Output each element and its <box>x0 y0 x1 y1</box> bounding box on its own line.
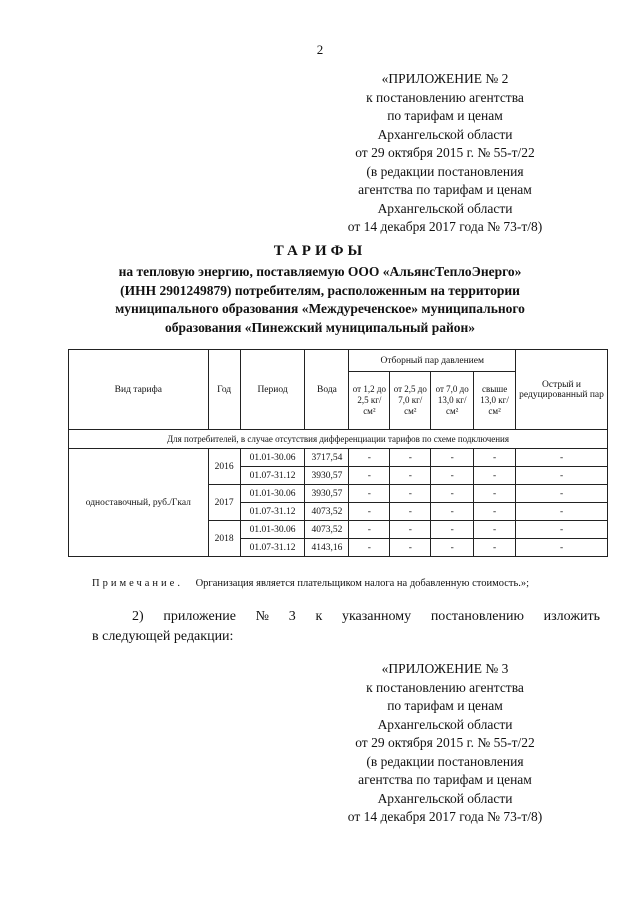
steam-cell: - <box>390 467 431 485</box>
steam-cell: - <box>431 449 474 467</box>
year-cell: 2016 <box>208 449 240 485</box>
appendix-3-line: от 29 октября 2015 г. № 55-т/22 <box>355 735 535 750</box>
sharp-steam-cell: - <box>516 485 608 503</box>
steam-cell: - <box>431 503 474 521</box>
paragraph-word: 2) <box>132 609 144 624</box>
appendix-3-line: от 14 декабря 2017 года № 73-т/8) <box>347 809 543 824</box>
paragraph-word: указанному <box>341 609 412 624</box>
header-steam-group: Отборный пар давлением <box>349 350 516 372</box>
appendix-2-line: Архангельской области <box>377 200 513 216</box>
document-title: ТАРИФЫ <box>273 243 367 259</box>
appendix-3-line: (в редакции постановления <box>366 753 524 769</box>
water-cell: 4073,52 <box>305 503 349 521</box>
sharp-steam-cell: - <box>516 539 608 557</box>
steam-cell: - <box>390 485 431 503</box>
header-sharp-steam: Острый и редуцированный пар <box>516 350 608 430</box>
header-tariff-type: Вид тарифа <box>69 350 209 430</box>
appendix-2-line: Архангельской области <box>377 126 513 142</box>
steam-cell: - <box>474 521 516 539</box>
appendix-2-line: к постановлению агентства <box>366 89 524 105</box>
steam-cell: - <box>474 467 516 485</box>
paragraph-word: к <box>315 609 323 624</box>
amendment-paragraph <box>92 607 600 647</box>
sharp-steam-cell: - <box>516 467 608 485</box>
water-cell: 4143,16 <box>305 539 349 557</box>
steam-cell: - <box>349 467 390 485</box>
appendix-3-line: агентства по тарифам и ценам <box>358 772 532 787</box>
steam-cell: - <box>390 521 431 539</box>
header-steam-col: от 7,0 до 13,0 кг/см² <box>431 372 474 430</box>
steam-cell: - <box>474 503 516 521</box>
appendix-2-line: (в редакции постановления <box>366 163 524 179</box>
year-cell: 2018 <box>208 521 240 557</box>
steam-cell: - <box>349 539 390 557</box>
header-water: Вода <box>305 350 349 430</box>
paragraph-line <box>92 607 600 627</box>
year-cell: 2017 <box>208 485 240 521</box>
steam-cell: - <box>431 539 474 557</box>
paragraph-word: приложение <box>163 609 236 624</box>
appendix-3-header <box>330 660 560 827</box>
period-cell: 01.07-31.12 <box>240 503 305 521</box>
subtitle-line: на тепловую энергию, поставляемую ООО «АльянсТеплоЭнерго» <box>118 264 522 279</box>
steam-cell: - <box>390 503 431 521</box>
steam-cell: - <box>390 539 431 557</box>
appendix-3-line: Архангельской области <box>377 716 513 732</box>
condition-row: Для потребителей, в случае отсутствия дифференциации тарифов по схеме подключения <box>69 430 608 449</box>
steam-cell: - <box>474 485 516 503</box>
header-period: Период <box>240 350 305 430</box>
appendix-2-line: от 14 декабря 2017 года № 73-т/8) <box>347 219 543 234</box>
period-cell: 01.01-30.06 <box>240 449 305 467</box>
water-cell: 3717,54 <box>305 449 349 467</box>
note-text: Организация является плательщиком налога на добавленную стоимость.»; <box>195 578 530 589</box>
appendix-3-line: к постановлению агентства <box>366 679 524 695</box>
paragraph-word: постановлению <box>430 609 524 624</box>
period-cell: 01.07-31.12 <box>240 467 305 485</box>
appendix-2-line: по тарифам и ценам <box>387 108 503 123</box>
steam-cell: - <box>431 467 474 485</box>
table-note <box>92 578 529 589</box>
tariff-table <box>68 349 608 557</box>
tariff-type-cell: одноставочный, руб./Гкал <box>69 449 209 557</box>
document-subtitle <box>80 263 560 337</box>
steam-cell: - <box>349 485 390 503</box>
table-row <box>69 449 608 467</box>
page-number: 2 <box>316 42 324 57</box>
paragraph-word: 3 <box>288 609 296 624</box>
water-cell: 4073,52 <box>305 521 349 539</box>
water-cell: 3930,57 <box>305 467 349 485</box>
steam-cell: - <box>431 521 474 539</box>
header-steam-col: от 1,2 до 2,5 кг/см² <box>349 372 390 430</box>
appendix-3-line: по тарифам и ценам <box>387 698 503 713</box>
header-steam-col: свыше 13,0 кг/см² <box>474 372 516 430</box>
steam-cell: - <box>390 449 431 467</box>
steam-cell: - <box>349 503 390 521</box>
appendix-2-line: «ПРИЛОЖЕНИЕ № 2 <box>381 71 509 86</box>
appendix-2-header <box>330 70 560 237</box>
subtitle-line: (ИНН 2901249879) потребителям, расположенным на территории <box>120 282 520 298</box>
paragraph-word: № <box>255 609 269 624</box>
steam-cell: - <box>349 449 390 467</box>
sharp-steam-cell: - <box>516 521 608 539</box>
appendix-3-line: Архангельской области <box>377 790 513 806</box>
period-cell: 01.07-31.12 <box>240 539 305 557</box>
steam-cell: - <box>349 521 390 539</box>
period-cell: 01.01-30.06 <box>240 485 305 503</box>
appendix-2-line: от 29 октября 2015 г. № 55-т/22 <box>355 145 535 160</box>
paragraph-line: в следующей редакции: <box>92 629 234 644</box>
subtitle-line: образования «Пинежский муниципальный район» <box>164 319 476 335</box>
appendix-3-line: «ПРИЛОЖЕНИЕ № 3 <box>381 661 509 676</box>
paragraph-word: изложить <box>543 609 600 624</box>
water-cell: 3930,57 <box>305 485 349 503</box>
steam-cell: - <box>474 539 516 557</box>
subtitle-line: муниципального образования «Междуреченское» муниципального <box>115 301 525 316</box>
header-year: Год <box>208 350 240 430</box>
steam-cell: - <box>431 485 474 503</box>
sharp-steam-cell: - <box>516 449 608 467</box>
steam-cell: - <box>474 449 516 467</box>
header-steam-col: от 2,5 до 7,0 кг/см² <box>390 372 431 430</box>
note-label: Примечание. <box>92 578 183 589</box>
appendix-2-line: агентства по тарифам и ценам <box>358 182 532 197</box>
period-cell: 01.01-30.06 <box>240 521 305 539</box>
sharp-steam-cell: - <box>516 503 608 521</box>
